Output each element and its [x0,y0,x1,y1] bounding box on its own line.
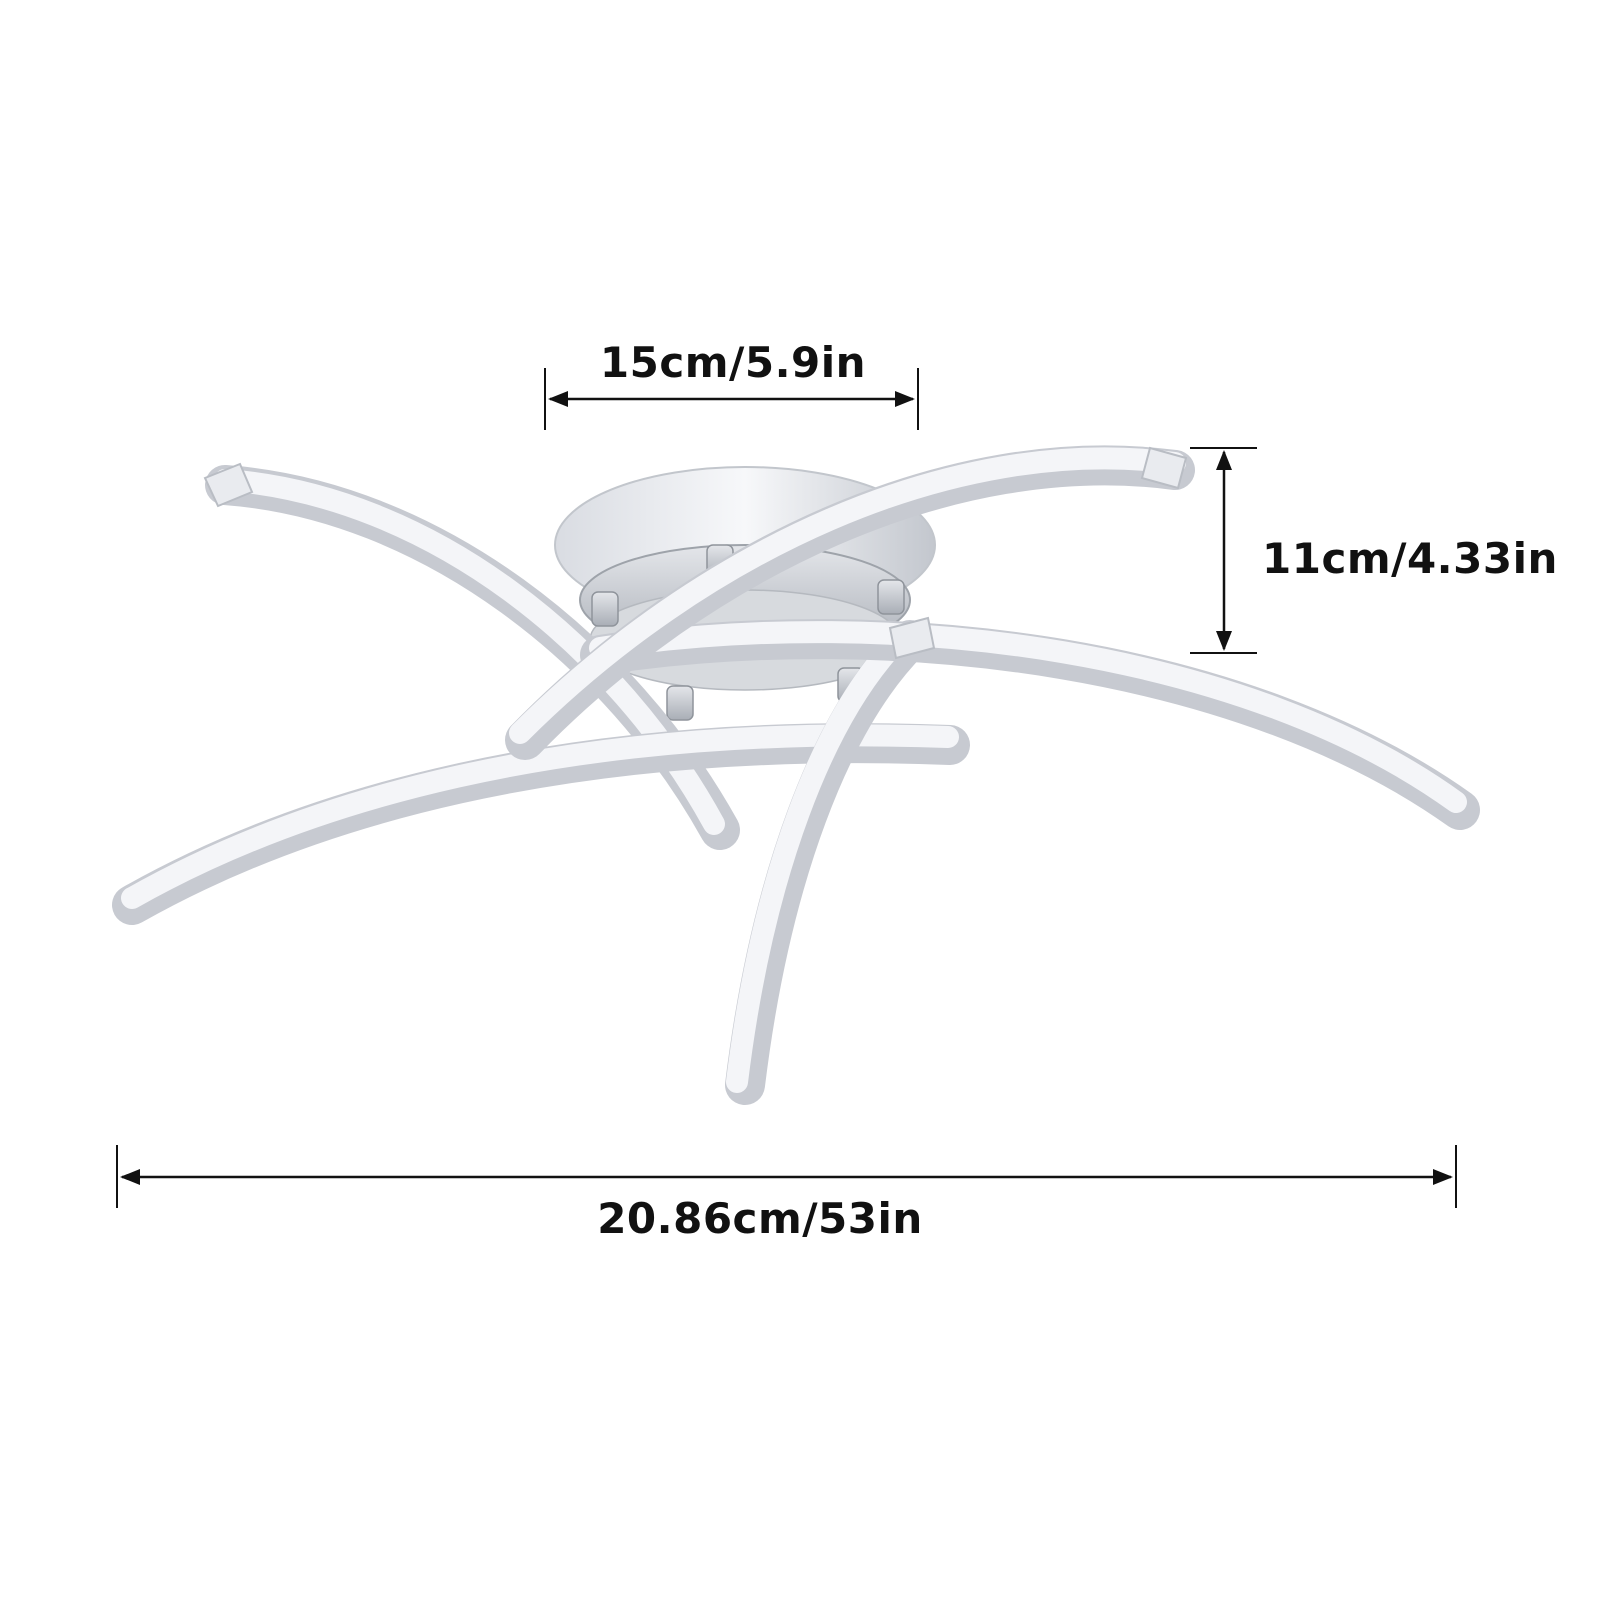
arm-bottom [745,640,910,1085]
canopy-width-label: 15cm/5.9in [599,338,867,387]
height-label: 11cm/4.33in [1262,534,1558,583]
lamp-arms [132,458,1460,1085]
dimension-height [1190,448,1257,653]
overall-width-label: 20.86cm/53in [597,1194,923,1243]
